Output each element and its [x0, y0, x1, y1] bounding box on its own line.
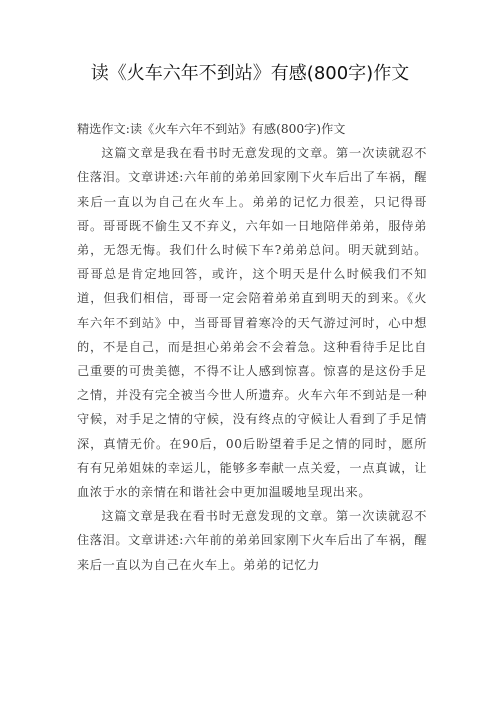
article-body — [77, 117, 427, 577]
page-title: 读《火车六年不到站》有感(800字)作文 — [90, 63, 410, 84]
article-subtitle: 精选作文:读《火车六年不到站》有感(800字)作文 — [77, 122, 346, 136]
article-paragraph: 这篇文章是我在看书时无意发现的文章。第一次读就忍不住落泪。文章讲述:六年前的弟弟回家刚下火车后出了车祸，醒来后一直以为自己在火车上。弟弟的记忆力 — [77, 509, 427, 572]
article-paragraph: 这篇文章是我在看书时无意发现的文章。第一次读就忍不住落泪。文章讲述:六年前的弟弟回家刚下火车后出了车祸，醒来后一直以为自己在火车上。弟弟的记忆力很差，只记得哥哥。哥哥既不偷生又不弃义，六年如一日地陪伴弟弟，服侍弟弟，无怨无悔。我们什么时候下车?弟弟总问。明天就到站。哥哥总是肯定地回答，或许，这个明天是什么时候我们不知道，但我们相信，哥哥一定会陪着弟弟直到明天的到来。《火车六年不到站》中，当哥哥冒着寒冷的天气游过河时，心中想的，不是自己，而是担心弟弟会不会着急。这种看待手足比自己重要的可贵美德，不得不让人感到惊喜。惊喜的是这份手足之情，并没有完全被当今世人所遗弃。火车六年不到站是一种守候，对手足之情的守候，没有终点的守候让人看到了手足情深，真情无价。在90后，00后盼望着手足之情的同时，愿所有有兄弟姐妹的幸运儿，能够多奉献一点关爱，一点真诚，让血浓于水的亲情在和谐社会中更加温暖地呈现出来。 — [77, 146, 427, 500]
